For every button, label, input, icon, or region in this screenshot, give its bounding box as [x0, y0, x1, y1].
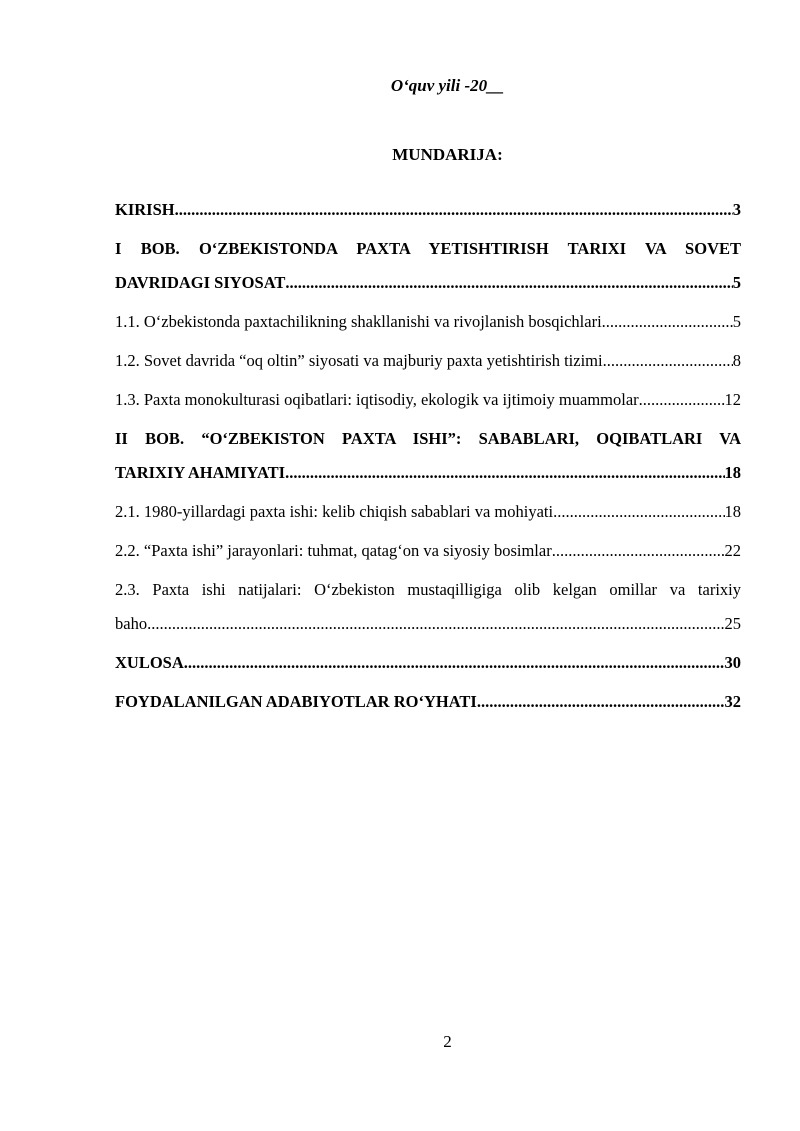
toc-entry-section-2-2[interactable]: [115, 539, 741, 563]
toc-page-number: 12: [724, 390, 741, 409]
toc-entry-text: baho: [115, 614, 148, 633]
toc-entry-text: FOYDALANILGAN ADABIYOTLAR RO‘YHATI: [115, 692, 477, 711]
toc-entry-text-line1: 2.3. Paxta ishi natijalari: O‘zbekiston mustaqilligiga olib kelgan omillar va tarixiy: [115, 580, 741, 599]
toc-page-number: 3: [732, 200, 741, 219]
toc-entry-text: XULOSA: [115, 653, 184, 672]
toc-entry-section-1-1[interactable]: [115, 310, 741, 334]
academic-year-line: O‘quv yili -20__: [390, 76, 505, 95]
toc-leader-dots: [477, 690, 725, 714]
toc-leader-dots: [175, 198, 733, 222]
toc-entry-chapter-2[interactable]: [115, 427, 741, 485]
toc-leader-dots: [553, 500, 724, 524]
toc-leader-dots: [552, 539, 725, 563]
toc-leader-dots: [602, 310, 733, 334]
toc-page-number: 5: [732, 312, 741, 331]
toc-page-number: 8: [732, 351, 741, 370]
toc-entry-text: 2.2. “Paxta ishi” jarayonlari: tuhmat, qatag‘on va siyosiy bosimlar: [115, 541, 552, 560]
toc-entry-kirish[interactable]: [115, 198, 741, 222]
toc-page-number: 25: [724, 614, 741, 633]
page-number: 2: [443, 1032, 452, 1051]
toc-leader-dots: [603, 349, 733, 373]
toc-page-number: 32: [724, 692, 741, 711]
toc-page-number: 22: [724, 541, 741, 560]
toc-entry-text: 1.2. Sovet davrida “oq oltin” siyosati va majburiy paxta yetishtirish tizimi: [115, 351, 603, 370]
toc-entry-text: KIRISH: [115, 200, 175, 219]
toc-entry-chapter-1[interactable]: [115, 237, 741, 295]
toc-leader-dots: [285, 271, 732, 295]
toc-entry-text: 1.3. Paxta monokulturasi oqibatlari: iqtisodiy, ekologik va ijtimoiy muammolar: [115, 390, 639, 409]
toc-leader-dots: [147, 612, 724, 636]
toc-entry-text: 2.1. 1980-yillardagi paxta ishi: kelib chiqish sabablari va mohiyati: [115, 502, 554, 521]
toc-entry-references[interactable]: [115, 690, 741, 714]
toc-entry-section-1-3[interactable]: [115, 388, 741, 412]
toc-page-number: 18: [724, 463, 741, 482]
toc-entry-text: TARIXIY AHAMIYATI: [115, 463, 286, 482]
toc-page-number: 30: [724, 653, 741, 672]
toc-entry-section-2-3[interactable]: [115, 578, 741, 636]
table-of-contents: [115, 198, 741, 714]
toc-entry-text: DAVRIDAGI SIYOSAT: [115, 273, 286, 292]
toc-entry-text-line1: II BOB. “O‘ZBEKISTON PAXTA ISHI”: SABABLARI, OQIBATLARI VA: [115, 429, 741, 448]
toc-entry-text-line1: I BOB. O‘ZBEKISTONDA PAXTA YETISHTIRISH TARIXI VA SOVET: [115, 239, 741, 258]
toc-entry-section-2-1[interactable]: [115, 500, 741, 524]
toc-leader-dots: [639, 388, 725, 412]
toc-leader-dots: [184, 651, 725, 675]
toc-entry-section-1-2[interactable]: [115, 349, 741, 373]
toc-title: MUNDARIJA:: [392, 145, 503, 164]
toc-entry-text: 1.1. O‘zbekistonda paxtachilikning shakllanishi va rivojlanish bosqichlari: [115, 312, 602, 331]
toc-page-number: 18: [724, 502, 741, 521]
toc-leader-dots: [285, 461, 724, 485]
toc-page-number: 5: [732, 273, 741, 292]
toc-entry-xulosa[interactable]: [115, 651, 741, 675]
